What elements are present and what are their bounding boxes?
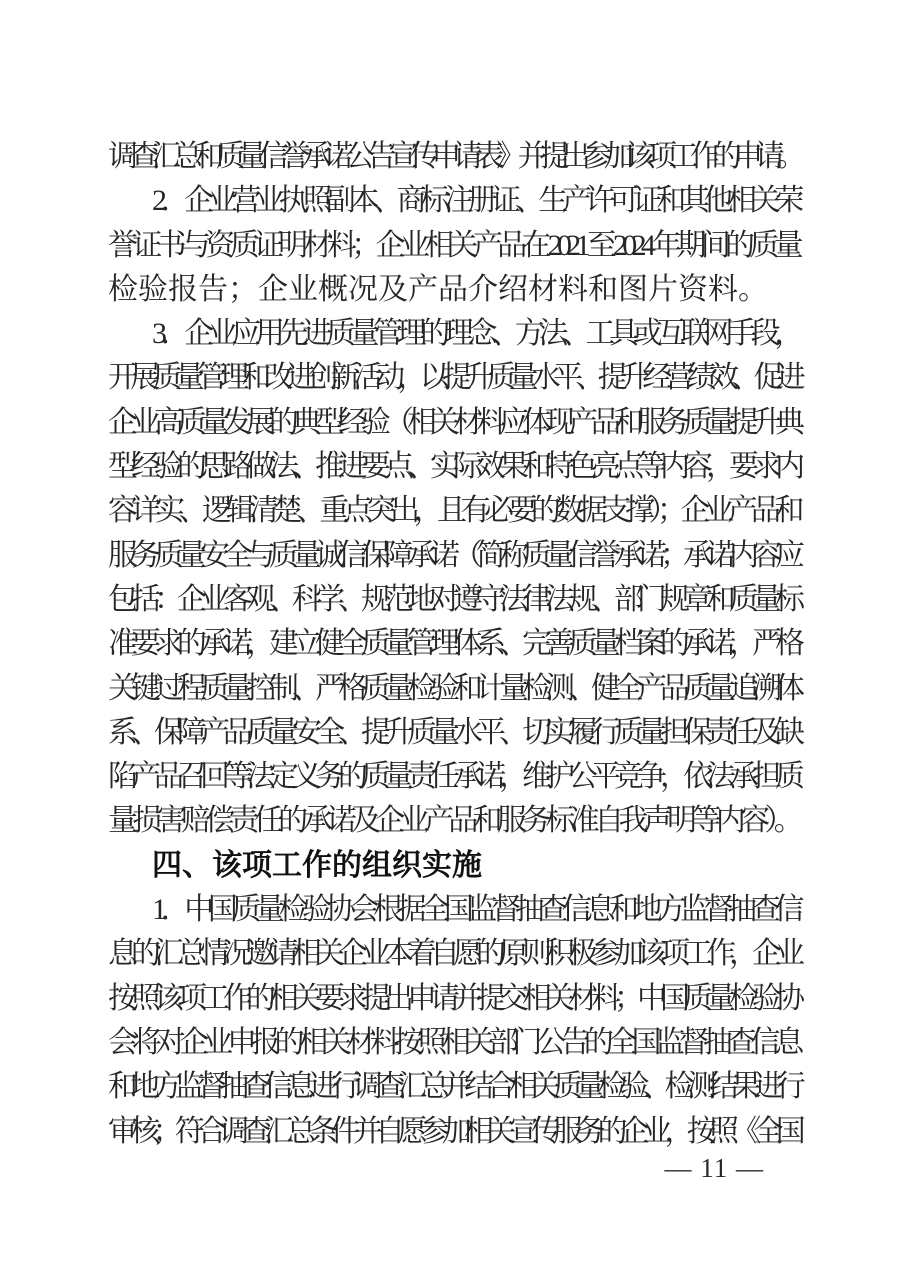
text-line: 企业高质量发展的典型经验（相关材料应体现产品和服务质量提升典 — [108, 405, 798, 439]
page-number: — 11 — — [664, 1153, 764, 1183]
text-line: 审核；符合调查汇总条件并自愿参加相关宣传服务的企业，按照《全国 — [108, 1114, 798, 1148]
text-line: 按照该项工作的相关要求提出申请并提交相关材料；中国质量检验协 — [108, 981, 798, 1015]
text-line: 服务质量安全与质量诚信保障承诺（简称质量信誉承诺；承诺内容应 — [108, 538, 798, 572]
text-line: 包括：企业客观、科学、规范地对遵守法律法规、部门规章和质量标 — [108, 582, 798, 616]
text-line: 2．企业营业执照副本、商标注册证、生产许可证和其他相关荣 — [152, 184, 798, 218]
text-line: 调查汇总和质量信誉承诺公告宣传申请表》并提出参加该项工作的申请。 — [108, 140, 798, 173]
text-line: 息的汇总情况邀请相关企业本着自愿的原则积极参加该项工作，企业 — [108, 937, 798, 971]
text-line: 关键过程质量控制、严格质量检验和计量检测、健全产品质量追溯体 — [108, 671, 798, 705]
body-text — [108, 135, 798, 1154]
text-line: 会将对企业申报的相关材料按照相关部门公告的全国监督抽查信息 — [108, 1025, 798, 1059]
text-line: 量损害赔偿责任的承诺及企业产品和服务标准自我声明等内容）。 — [108, 804, 798, 838]
text-line: 誉证书与资质证明材料；企业相关产品在 2021 至 2024 年期间的质量 — [108, 228, 798, 262]
text-line: 陷产品召回等法定义务的质量责任承诺，维护公平竞争，依法承担质 — [108, 760, 798, 794]
text-line: 和地方监督抽查信息进行调查汇总并结合相关质量检验、检测结果进行 — [108, 1070, 798, 1104]
text-line: 1．中国质量检验协会根据全国监督抽查信息和地方监督抽查信 — [152, 893, 798, 927]
text-line: 准要求的承诺，建立健全质量管理体系、完善质量档案的承诺，严格 — [108, 627, 798, 661]
text-line: 容详实、逻辑清楚、重点突出，且有必要的数据支撑）；企业产品和 — [108, 494, 798, 528]
text-line: 型经验的思路做法、推进要点、实际效果和特色亮点等内容，要求内 — [108, 450, 798, 484]
section-heading: 四、该项工作的组织实施 — [152, 848, 482, 882]
text-line: 3．企业应用先进质量管理的理念、方法、工具或互联网手段， — [152, 317, 798, 351]
text-line: 开展质量管理和改进创新活动，以提升质量水平、提升经营绩效、促进 — [108, 361, 798, 395]
text-line: 系、保障产品质量安全、提升质量水平、切实履行质量担保责任及缺 — [108, 715, 798, 749]
text-line: 检验报告；企业概况及产品介绍材料和图片资料。 — [108, 272, 768, 306]
